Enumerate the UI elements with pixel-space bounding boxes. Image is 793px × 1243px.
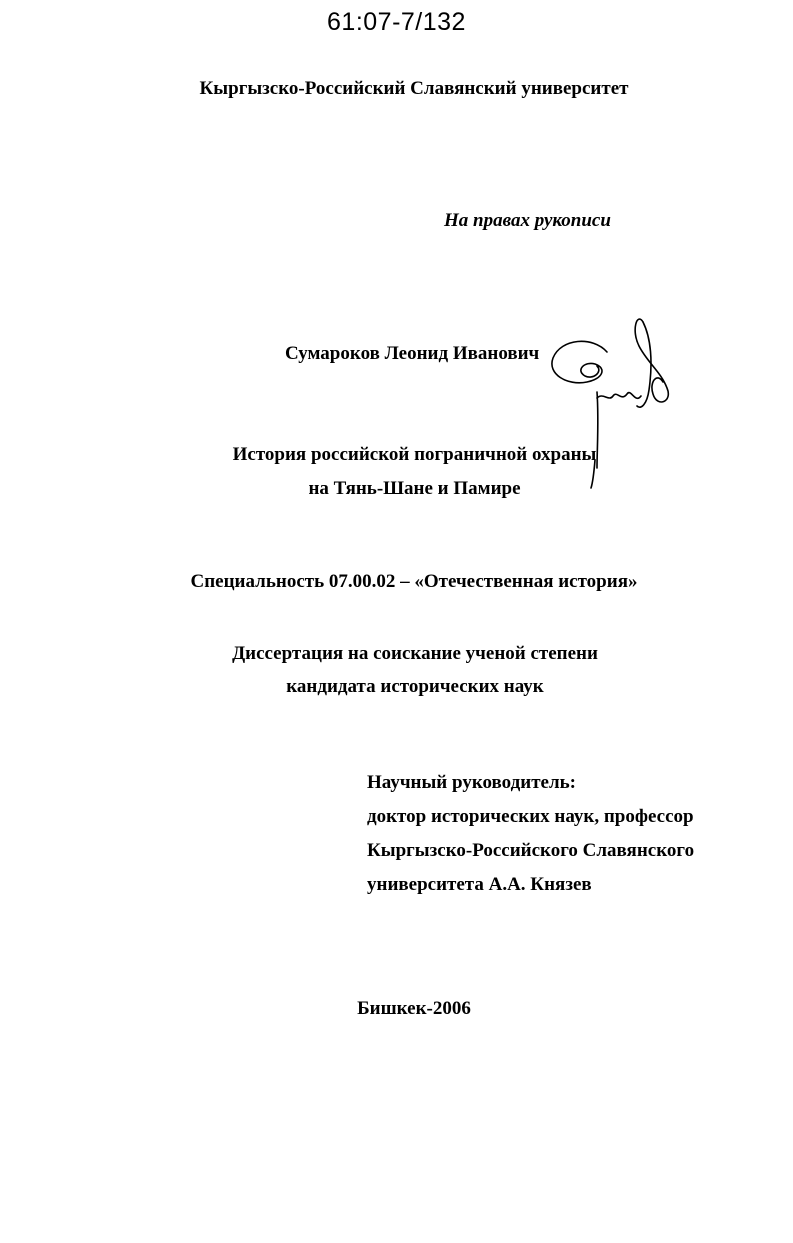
dissertation-title [232, 438, 597, 506]
supervisor-block [367, 766, 694, 902]
supervisor-heading: Научный руководитель: [367, 772, 576, 793]
specialty: Специальность 07.00.02 – «Отечественная история» [190, 571, 638, 592]
city-year: Бишкек-2006 [357, 998, 471, 1019]
supervisor-line-2: Кыргызско-Российского Славянского [367, 840, 695, 861]
degree-line-2: кандидата исторических наук [286, 676, 544, 697]
catalog-number: 61:07-7/132 [327, 8, 466, 36]
title-line-1: История российской пограничной охраны [232, 444, 597, 465]
title-line-2: на Тянь-Шане и Памире [308, 478, 521, 499]
supervisor-line-3: университета А.А. Князев [367, 874, 592, 895]
university-name: Кыргызско-Российский Славянский университет [199, 78, 629, 99]
rights-note: На правах рукописи [444, 210, 611, 231]
degree-statement [200, 637, 630, 703]
supervisor-line-1: доктор исторических наук, профессор [367, 806, 694, 827]
degree-line-1: Диссертация на соискание ученой степени [232, 643, 598, 664]
author-name: Сумароков Леонид Иванович [285, 343, 540, 364]
